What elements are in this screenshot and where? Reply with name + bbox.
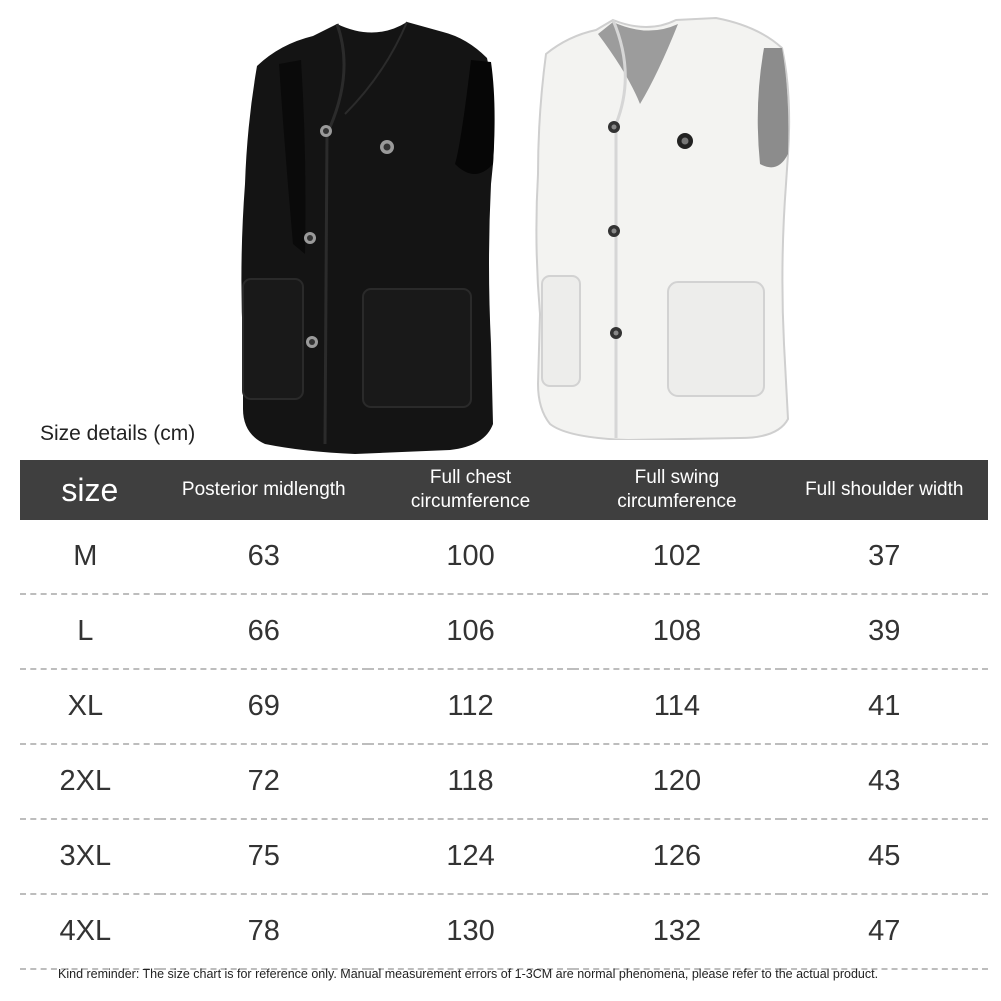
cell-posterior-midlength: 72	[160, 744, 368, 819]
cell-posterior-midlength: 66	[160, 594, 368, 669]
black-vest-image	[235, 14, 503, 454]
cell-full-chest: 118	[368, 744, 573, 819]
product-images	[0, 0, 1001, 455]
cell-posterior-midlength: 78	[160, 894, 368, 969]
header-posterior-midlength: Posterior midlength	[160, 460, 368, 520]
cell-full-shoulder: 43	[781, 744, 988, 819]
cell-full-shoulder: 47	[781, 894, 988, 969]
table-header-row	[20, 460, 988, 520]
header-size: size	[20, 460, 160, 520]
cell-size: 2XL	[20, 744, 160, 819]
cell-posterior-midlength: 75	[160, 819, 368, 894]
cell-size: 3XL	[20, 819, 160, 894]
size-details-caption: Size details (cm)	[40, 422, 196, 445]
table-row	[20, 669, 988, 744]
cell-full-chest: 130	[368, 894, 573, 969]
cell-full-chest: 106	[368, 594, 573, 669]
cell-full-swing: 132	[573, 894, 780, 969]
table-row	[20, 894, 988, 969]
table-row	[20, 819, 988, 894]
table-row	[20, 744, 988, 819]
white-vest-image	[528, 14, 798, 440]
kind-reminder-footnote: Kind reminder: The size chart is for reference only. Manual measurement errors of 1-3CM are normal phenomena, please refer to the actual product.	[58, 967, 879, 981]
header-full-swing-circumference: Full swing circumference	[573, 460, 780, 520]
cell-full-swing: 108	[573, 594, 780, 669]
cell-full-shoulder: 39	[781, 594, 988, 669]
table-row	[20, 594, 988, 669]
cell-full-chest: 112	[368, 669, 573, 744]
cell-full-swing: 114	[573, 669, 780, 744]
cell-size: 4XL	[20, 894, 160, 969]
cell-full-chest: 124	[368, 819, 573, 894]
cell-full-shoulder: 37	[781, 520, 988, 594]
cell-full-chest: 100	[368, 520, 573, 594]
cell-full-swing: 120	[573, 744, 780, 819]
cell-size: XL	[20, 669, 160, 744]
cell-size: M	[20, 520, 160, 594]
cell-size: L	[20, 594, 160, 669]
header-full-shoulder-width: Full shoulder width	[781, 460, 988, 520]
cell-full-shoulder: 45	[781, 819, 988, 894]
cell-full-shoulder: 41	[781, 669, 988, 744]
header-full-chest-circumference: Full chest circumference	[368, 460, 573, 520]
cell-full-swing: 102	[573, 520, 780, 594]
cell-posterior-midlength: 63	[160, 520, 368, 594]
size-chart-table	[20, 460, 988, 970]
cell-posterior-midlength: 69	[160, 669, 368, 744]
cell-full-swing: 126	[573, 819, 780, 894]
table-row	[20, 520, 988, 594]
